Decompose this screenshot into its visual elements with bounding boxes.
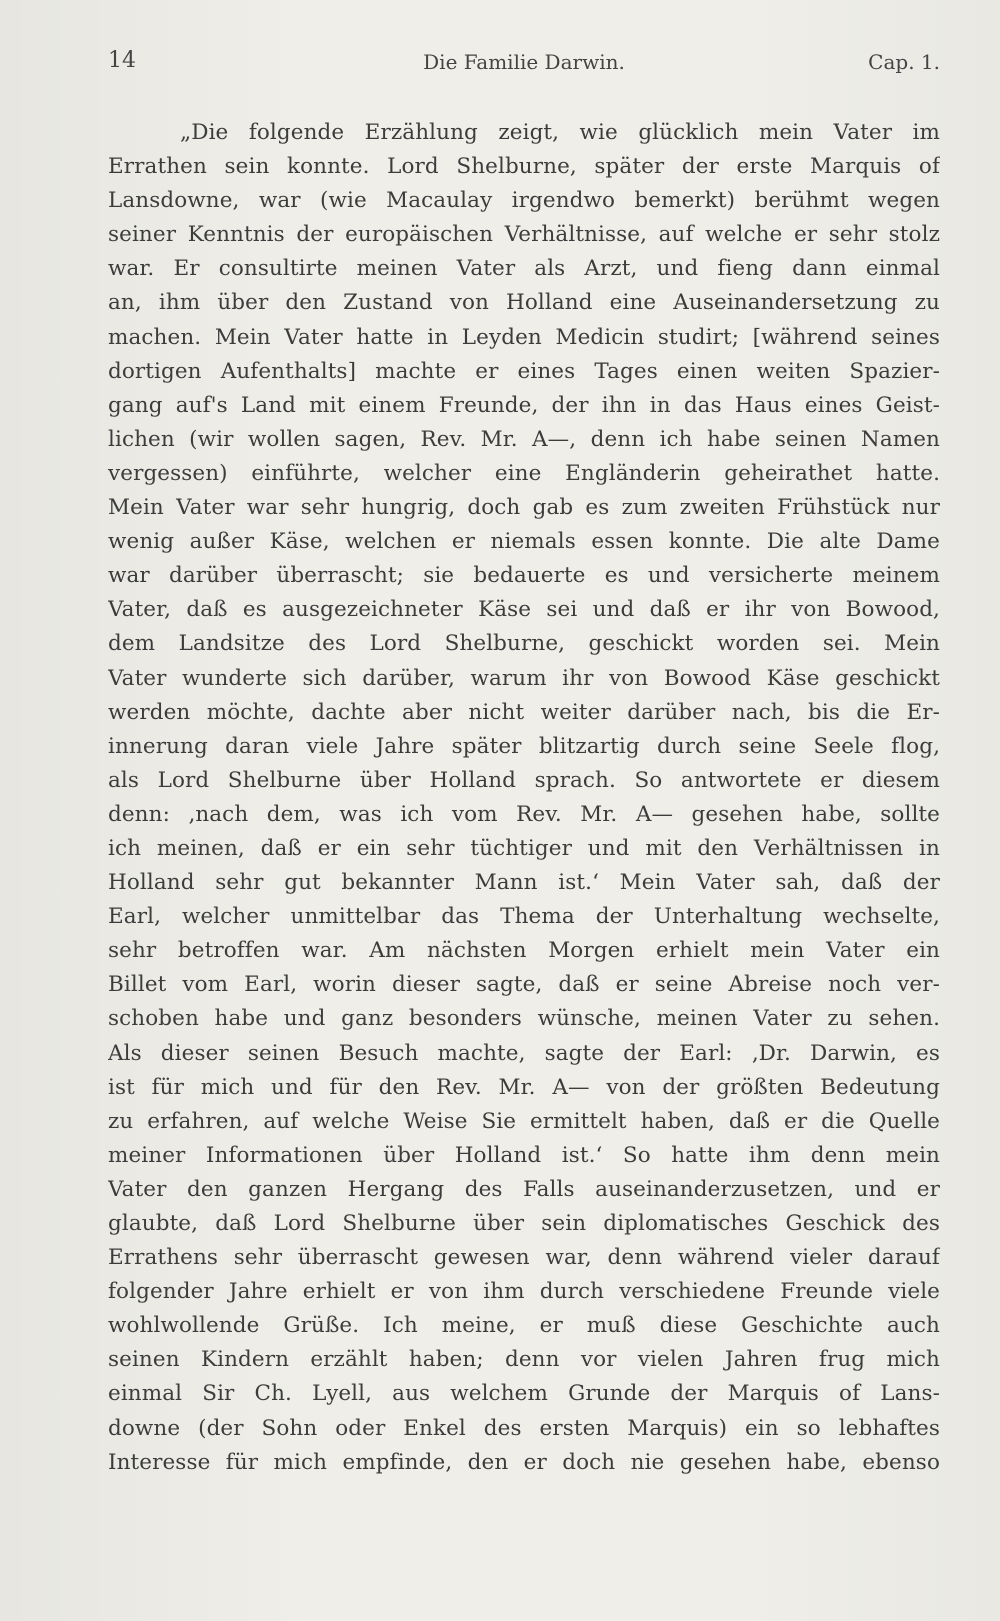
page-number: 14 (108, 48, 136, 73)
running-title: Die Familie Darwin. (423, 50, 625, 74)
text-line: werden möchte, dachte aber nicht weiter darüber nach, bis die Er- (108, 699, 940, 725)
text-line: Holland sehr gut bekannter Mann ist.‘ Mein Vater sah, daß der (108, 870, 940, 896)
text-line: gang auf's Land mit einem Freunde, der ihn in das Haus eines Geist- (108, 392, 940, 418)
text-line: Interesse für mich empfinde, den er doch nie gesehen habe, ebenso (108, 1449, 940, 1475)
text-line: Als dieser seinen Besuch machte, sagte der Earl: ‚Dr. Darwin, es (108, 1040, 940, 1066)
text-line: vergessen) einführte, welcher eine Engländerin geheirathet hatte. (108, 460, 940, 486)
text-line: Billet vom Earl, worin dieser sagte, daß er seine Abreise noch ver- (108, 972, 940, 998)
text-line: sehr betroffen war. Am nächsten Morgen erhielt mein Vater ein (108, 938, 940, 964)
text-line: war. Er consultirte meinen Vater als Arzt, und fieng dann einmal (108, 256, 940, 282)
text-line: als Lord Shelburne über Holland sprach. So antwortete er diesem (108, 767, 940, 793)
text-line: Vater den ganzen Hergang des Falls auseinanderzusetzen, und er (108, 1176, 940, 1202)
text-line: schoben habe und ganz besonders wünsche, meinen Vater zu sehen. (108, 1006, 940, 1032)
text-line: downe (der Sohn oder Enkel des ersten Marquis) ein so lebhaftes (108, 1415, 940, 1441)
text-line: innerung daran viele Jahre später blitzartig durch seine Seele flog, (108, 733, 940, 759)
text-line: machen. Mein Vater hatte in Leyden Medicin studirt; [während seines (108, 324, 940, 350)
body-text (108, 116, 940, 1480)
text-line: glaubte, daß Lord Shelburne über sein diplomatisches Geschick des (108, 1211, 940, 1236)
text-line: ich meinen, daß er ein sehr tüchtiger und mit den Verhältnissen in (108, 835, 940, 861)
text-line: dortigen Aufenthalts] machte er eines Tages einen weiten Spazier- (108, 358, 940, 384)
text-line: dem Landsitze des Lord Shelburne, geschickt worden sei. Mein (108, 631, 940, 657)
text-line: lichen (wir wollen sagen, Rev. Mr. A—, denn ich habe seinen Namen (108, 426, 940, 452)
text-line: Lansdowne, war (wie Macaulay irgendwo bemerkt) berühmt wegen (108, 188, 940, 214)
text-line: einmal Sir Ch. Lyell, aus welchem Grunde der Marquis of Lans- (108, 1381, 940, 1407)
text-line: Mein Vater war sehr hungrig, doch gab es zum zweiten Frühstück nur (108, 495, 940, 521)
text-line: meiner Informationen über Holland ist.‘ So hatte ihm denn mein (108, 1142, 940, 1168)
text-line: Vater, daß es ausgezeichneter Käse sei und daß er ihr von Bowood, (108, 597, 940, 623)
text-line: „Die folgende Erzählung zeigt, wie glücklich mein Vater im (180, 120, 940, 145)
text-line: war darüber überrascht; sie bedauerte es und versicherte meinem (108, 563, 940, 589)
page-header (108, 48, 940, 82)
chapter-label: Cap. 1. (868, 50, 940, 74)
text-line: wohlwollende Grüße. Ich meine, er muß diese Geschichte auch (108, 1313, 940, 1339)
text-line: seinen Kindern erzählt haben; denn vor vielen Jahren frug mich (108, 1347, 940, 1373)
text-line: seiner Kenntnis der europäischen Verhältnisse, auf welche er sehr stolz (108, 222, 940, 248)
text-line: Earl, welcher unmittelbar das Thema der Unterhaltung wechselte, (108, 904, 940, 930)
text-line: Errathen sein konnte. Lord Shelburne, später der erste Marquis of (108, 154, 940, 180)
text-line: an, ihm über den Zustand von Holland eine Auseinandersetzung zu (108, 290, 940, 316)
text-line: denn: ‚nach dem, was ich vom Rev. Mr. A— gesehen habe, sollte (108, 801, 940, 827)
text-line: wenig außer Käse, welchen er niemals essen konnte. Die alte Dame (108, 529, 940, 555)
text-line: folgender Jahre erhielt er von ihm durch verschiedene Freunde viele (108, 1279, 940, 1305)
text-line: zu erfahren, auf welche Weise Sie ermittelt haben, daß er die Quelle (108, 1108, 940, 1134)
text-line: Vater wunderte sich darüber, warum ihr von Bowood Käse geschickt (108, 665, 940, 691)
text-line: Errathens sehr überrascht gewesen war, denn während vieler darauf (108, 1245, 940, 1271)
text-line: ist für mich und für den Rev. Mr. A— von der größten Bedeutung (108, 1074, 940, 1100)
